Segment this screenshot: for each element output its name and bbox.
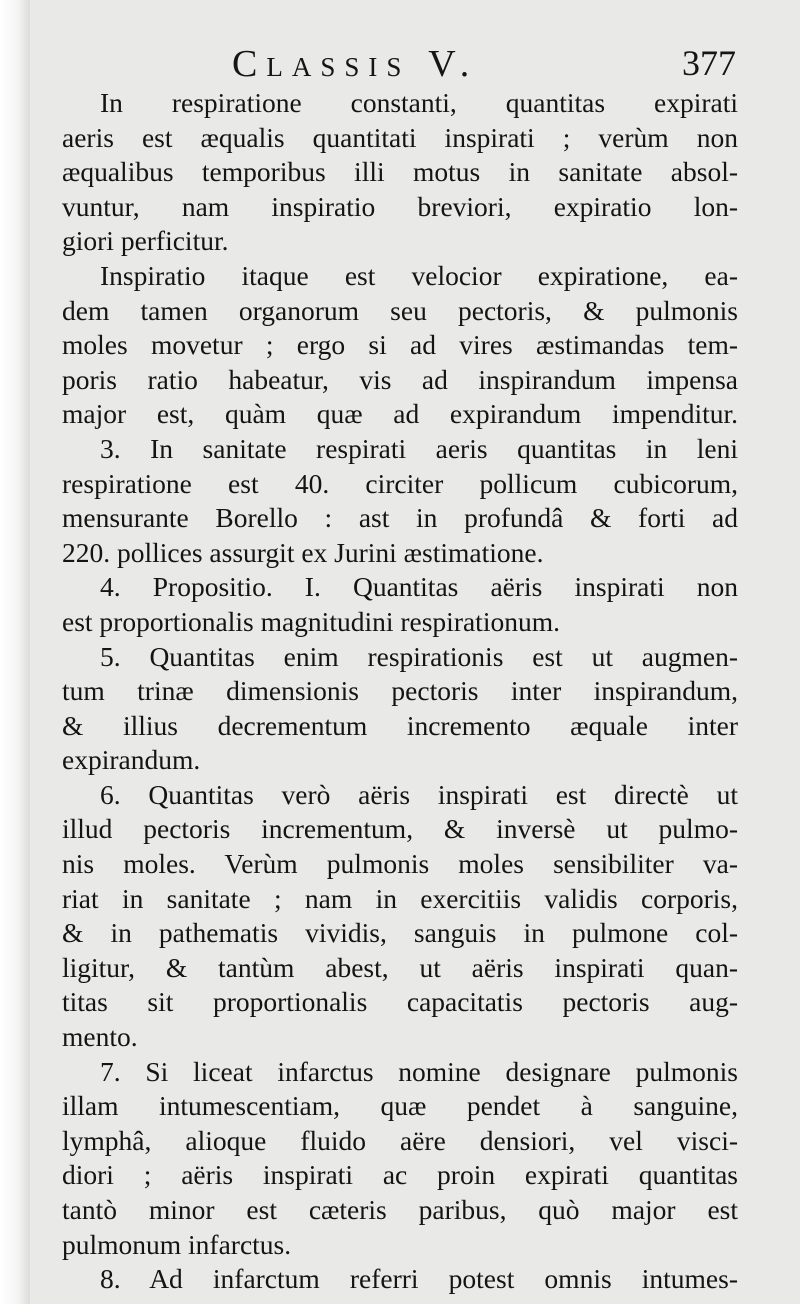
text-line: illam intumescentiam, quæ pendet à sanguine, <box>62 1090 738 1122</box>
paragraph-8 <box>62 1262 738 1297</box>
text-line: aeris est æqualis quantitati inspirati ; verùm non <box>62 121 738 153</box>
page-gutter <box>0 0 30 1304</box>
text-line: Inspiratio itaque est velocior expiratione, ea- <box>100 259 738 291</box>
body-text <box>62 86 738 1297</box>
text-line: poris ratio habeatur, vis ad inspirandum impensa <box>62 363 738 395</box>
text-line: moles movetur ; ergo si ad vires æstimandas tem- <box>62 329 738 361</box>
text-line: respiratione est 40. circiter pollicum cubicorum, <box>62 467 738 499</box>
text-line: æqualibus temporibus illi motus in sanitate absol- <box>62 156 738 188</box>
text-line: tum trinæ dimensionis pectoris inter inspirandum, <box>62 675 738 707</box>
paragraph <box>62 259 738 432</box>
text-line: 8. Ad infarctum referri potest omnis intumes- <box>100 1263 738 1295</box>
text-line: major est, quàm quæ ad expirandum impenditur. <box>62 398 738 430</box>
text-line: giori perficitur. <box>62 225 229 257</box>
text-line: dem tamen organorum seu pectoris, & pulmonis <box>62 294 738 326</box>
text-line: titas sit proportionalis capacitatis pectoris aug- <box>62 986 738 1018</box>
text-line: illud pectoris incrementum, & inversè ut pulmo- <box>62 813 738 845</box>
text-line: mensurante Borello : ast in profundâ & forti ad <box>62 502 738 534</box>
text-line: riat in sanitate ; nam in exercitiis validis corporis, <box>62 882 738 914</box>
paragraph <box>62 86 738 259</box>
paragraph-5 <box>62 640 738 778</box>
text-line: nis moles. Verùm pulmonis moles sensibiliter va- <box>62 848 738 880</box>
text-line: 5. Quantitas enim respirationis est ut augmen- <box>100 640 738 672</box>
text-line: 4. Propositio. I. Quantitas aëris inspirati non <box>100 571 738 603</box>
text-line: est proportionalis magnitudini respirationum. <box>62 605 560 637</box>
text-line: lymphâ, alioque fluido aëre densiori, vel visci- <box>62 1124 738 1156</box>
text-line: In respiratione constanti, quantitas expirati <box>100 87 738 118</box>
text-line: 7. Si liceat infarctus nomine designare pulmonis <box>100 1055 738 1087</box>
page-header <box>232 42 736 92</box>
text-line: 220. pollices assurgit ex Jurini æstimatione. <box>62 536 544 568</box>
text-line: 3. In sanitate respirati aeris quantitas in leni <box>100 432 738 464</box>
text-line: expirandum. <box>62 744 201 776</box>
paragraph-4 <box>62 570 738 639</box>
text-line: mento. <box>62 1021 138 1053</box>
text-line: vuntur, nam inspiratio breviori, expiratio lon- <box>62 190 738 222</box>
paragraph-6 <box>62 778 738 1055</box>
text-line: 6. Quantitas verò aëris inspirati est directè ut <box>100 778 738 810</box>
text-line: & illius decrementum incremento æquale inter <box>62 709 738 741</box>
text-line: ligitur, & tantùm abest, ut aëris inspirati quan- <box>62 951 738 983</box>
page-number: 377 <box>682 43 736 83</box>
text-line: tantò minor est cæteris paribus, quò major est <box>62 1194 738 1225</box>
text-line: pulmonum infarctus. <box>62 1228 292 1260</box>
text-line: & in pathematis vividis, sanguis in pulmone col- <box>62 917 738 949</box>
running-head: Classis V. <box>232 43 479 85</box>
paragraph-3 <box>62 432 738 570</box>
paragraph-7 <box>62 1055 738 1263</box>
text-line: diori ; aëris inspirati ac proin expirati quantitas <box>62 1159 738 1191</box>
